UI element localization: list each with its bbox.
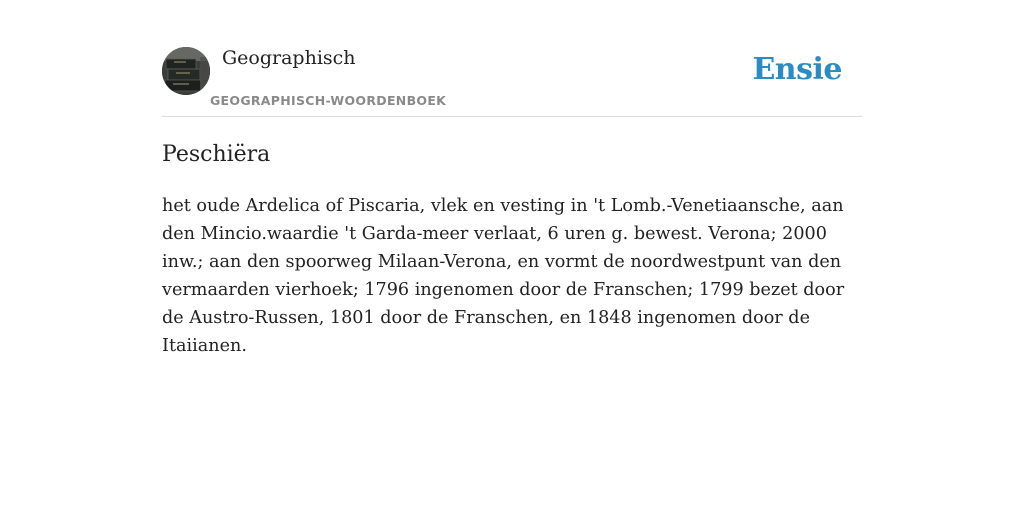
brand-logo[interactable]: Ensie [752,52,842,87]
source-subtitle[interactable]: GEOGRAPHISCH-WOORDENBOEK [210,93,447,108]
book-stack-icon[interactable] [162,47,210,95]
entry-body: het oude Ardelica of Piscaria, vlek en vesting in 't Lomb.-Venetiaansche, aan den Mincio.waardie 't Garda-meer verlaat, 6 uren g. bewest. Verona; 2000 inw.; aan den spoorweg Milaan-Verona, en vormt de noordwestpunt van den vermaarden vierhoek; 1796 ingenomen door de Franschen; 1799 bezet door de Austro-Russen, 1801 door de Franschen, en 1848 ingenomen door de Itaiianen. [162,196,845,356]
header [162,0,862,117]
entry-title: Peschiëra [162,142,271,167]
source-title[interactable]: Geographisch [222,47,356,69]
